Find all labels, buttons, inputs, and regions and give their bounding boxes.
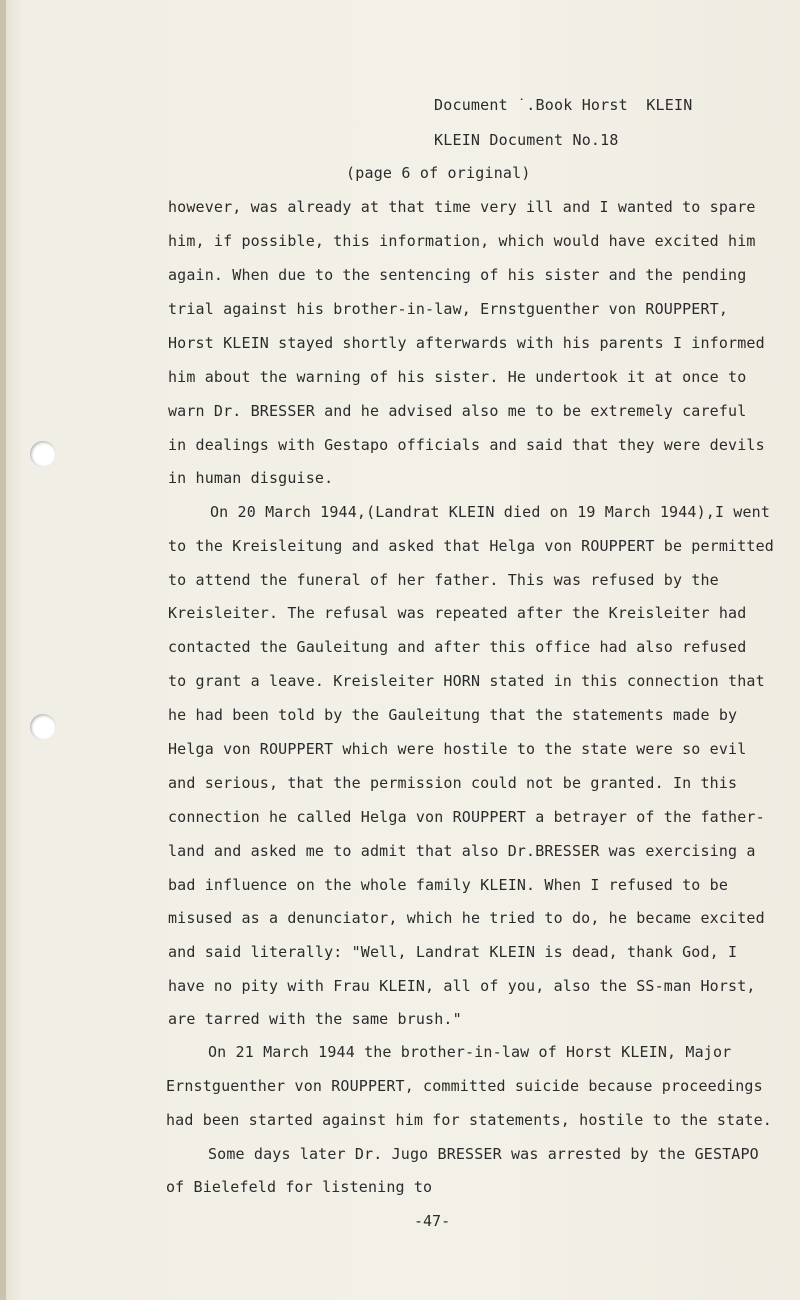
body-line: and serious, that the permission could not be granted. In this bbox=[168, 774, 738, 792]
page-number: -47- bbox=[414, 1212, 451, 1230]
body-line: misused as a denunciator, which he tried to do, he became excited bbox=[168, 909, 765, 927]
body-line: again. When due to the sentencing of his sister and the pending bbox=[168, 266, 747, 284]
body-line: On 21 March 1944 the brother-in-law of Horst KLEIN, Major bbox=[208, 1043, 732, 1061]
body-line: are tarred with the same brush." bbox=[168, 1010, 462, 1028]
body-line: to the Kreisleitung and asked that Helga von ROUPPERT be permitted bbox=[168, 537, 774, 555]
body-line: him about the warning of his sister. He undertook it at once to bbox=[168, 368, 747, 386]
document-book-heading: Document ˙.Book Horst KLEIN bbox=[434, 96, 693, 114]
body-line: contacted the Gauleitung and after this office had also refused bbox=[168, 638, 747, 656]
body-line: and said literally: "Well, Landrat KLEIN is dead, thank God, I bbox=[168, 943, 738, 961]
body-line: he had been told by the Gauleitung that the statements made by bbox=[168, 706, 738, 724]
body-line: him, if possible, this information, which would have excited him bbox=[168, 232, 756, 250]
body-line: in human disguise. bbox=[168, 469, 334, 487]
body-line: bad influence on the whole family KLEIN. When I refused to be bbox=[168, 876, 729, 894]
body-line: Ernstguenther von ROUPPERT, committed suicide because proceedings bbox=[166, 1077, 763, 1095]
body-line: of Bielefeld for listening to bbox=[166, 1178, 433, 1196]
body-line: to attend the funeral of her father. This was refused by the bbox=[168, 571, 719, 589]
original-page-note: (page 6 of original) bbox=[346, 164, 531, 182]
body-line: connection he called Helga von ROUPPERT a betrayer of the father- bbox=[168, 808, 765, 826]
body-line: have no pity with Frau KLEIN, all of you, also the SS-man Horst, bbox=[168, 977, 756, 995]
body-line: in dealings with Gestapo officials and said that they were devils bbox=[168, 436, 765, 454]
punch-hole bbox=[30, 714, 56, 740]
body-line: however, was already at that time very ill and I wanted to spare bbox=[168, 198, 756, 216]
body-line: to grant a leave. Kreisleiter HORN stated in this connection that bbox=[168, 672, 765, 690]
body-line: land and asked me to admit that also Dr.BRESSER was exercising a bbox=[168, 842, 756, 860]
body-line: Kreisleiter. The refusal was repeated after the Kreisleiter had bbox=[168, 604, 747, 622]
body-line: Helga von ROUPPERT which were hostile to the state were so evil bbox=[168, 740, 747, 758]
body-line: Some days later Dr. Jugo BRESSER was arrested by the GESTAPO bbox=[208, 1145, 759, 1163]
body-line: had been started against him for statements, hostile to the state. bbox=[166, 1111, 772, 1129]
body-line: On 20 March 1944,(Landrat KLEIN died on 19 March 1944),I went bbox=[210, 503, 771, 521]
punch-hole bbox=[30, 441, 56, 467]
document-number-heading: KLEIN Document No.18 bbox=[434, 131, 619, 149]
body-line: trial against his brother-in-law, Ernstguenther von ROUPPERT, bbox=[168, 300, 729, 318]
body-line: Horst KLEIN stayed shortly afterwards with his parents I informed bbox=[168, 334, 765, 352]
body-line: warn Dr. BRESSER and he advised also me to be extremely careful bbox=[168, 402, 747, 420]
